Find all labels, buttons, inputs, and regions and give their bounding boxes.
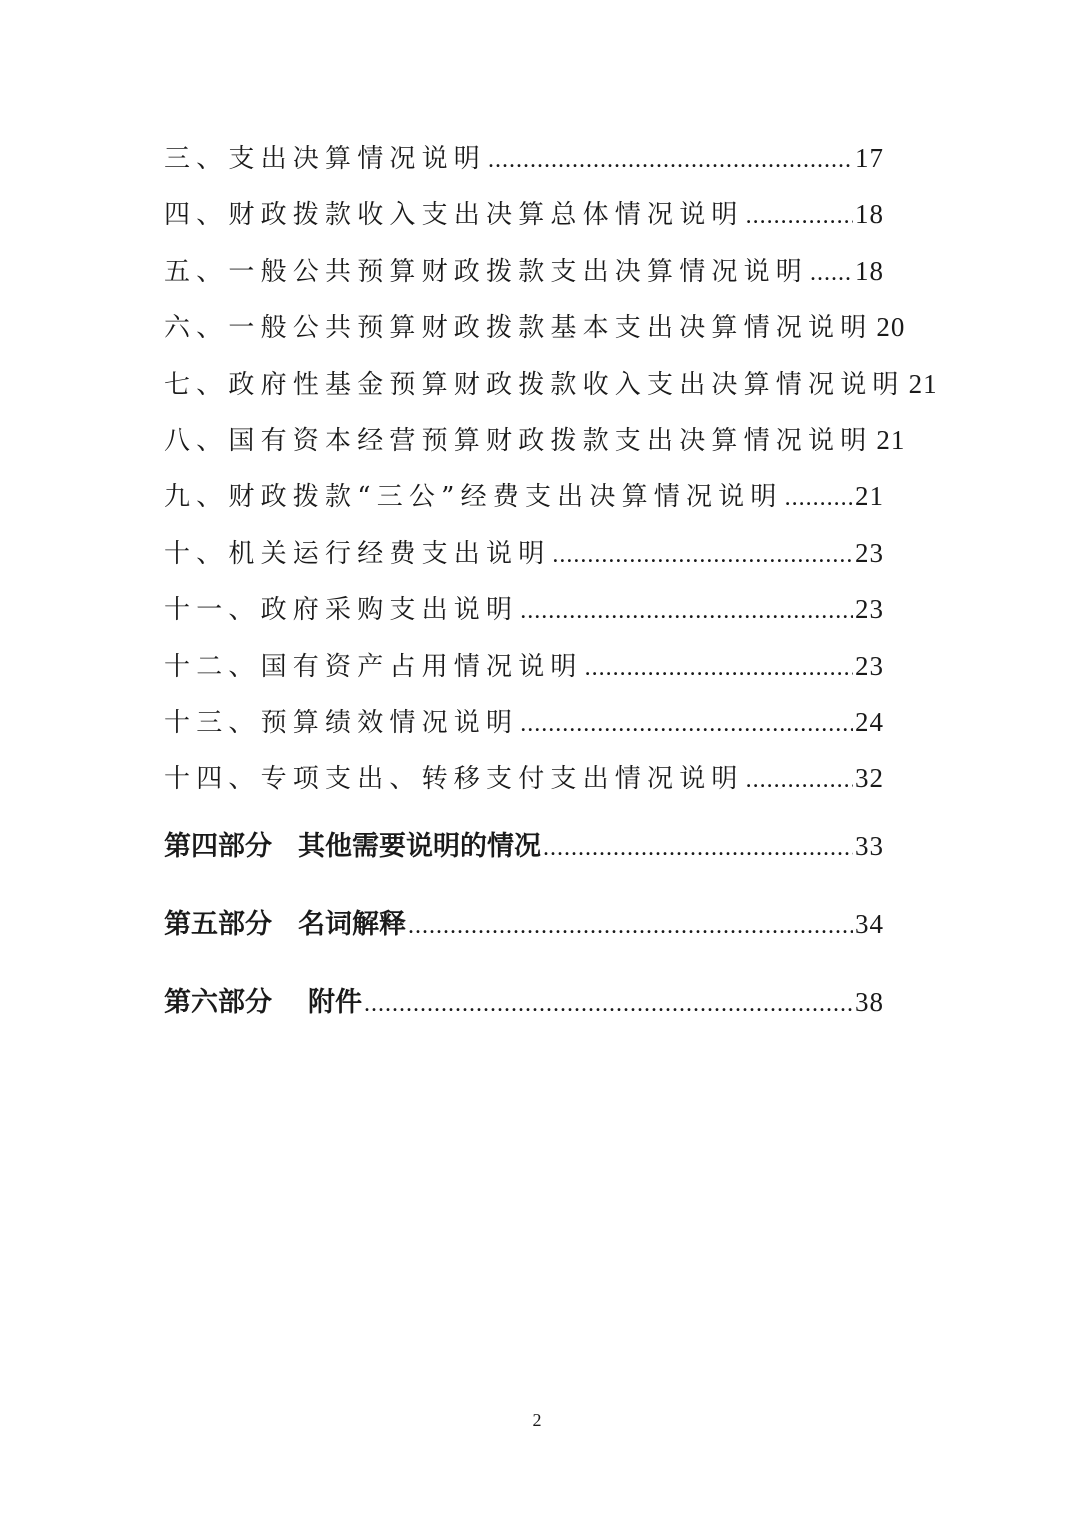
toc-entry-page: 23 (855, 650, 884, 681)
toc-leader-dots (543, 809, 853, 887)
toc-leader-dots (810, 245, 853, 301)
toc-leader-dots (520, 696, 853, 752)
toc-entry-page: 38 (855, 986, 884, 1017)
toc-leader-dots (746, 752, 853, 808)
toc-entry-title: 七、政府性基金预算财政拨款收入支出决算情况说明 (164, 369, 905, 400)
toc-entry-page: 17 (855, 143, 884, 173)
toc-entry-title: 十、机关运行经费支出说明 (164, 538, 551, 569)
toc-entry-page: 33 (855, 830, 884, 861)
toc-entry-page: 21 (908, 368, 938, 399)
toc-entry[interactable] (164, 412, 906, 468)
toc-entry[interactable] (164, 638, 884, 694)
toc-entry-title: 十三、预算绩效情况说明 (164, 707, 519, 738)
table-of-contents (164, 130, 938, 1041)
toc-leader-dots (585, 640, 853, 696)
toc-entry[interactable] (164, 299, 906, 355)
toc-entry-page: 34 (855, 908, 884, 939)
toc-entry-title: 十二、国有资产占用情况说明 (164, 651, 583, 682)
toc-part-title: 名词解释 (298, 908, 406, 940)
toc-part-entry[interactable] (164, 807, 884, 885)
toc-entry-title: 三、支出决算情况说明 (164, 144, 487, 174)
toc-entry-title: 六、一般公共预算财政拨款基本支出决算情况说明 (164, 313, 873, 344)
toc-entry-title: 十一、政府采购支出说明 (164, 595, 519, 626)
toc-entry[interactable] (164, 694, 884, 750)
page-number: 2 (532, 1410, 542, 1430)
toc-entry-page: 32 (855, 763, 884, 794)
toc-entry-title: 五、一般公共预算财政拨款支出决算情况说明 (164, 256, 809, 287)
toc-part-heading (164, 886, 406, 964)
toc-entry-title: 十四、专项支出、转移支付支出情况说明 (164, 764, 744, 795)
toc-part-title: 附件 (308, 986, 362, 1018)
toc-leader-dots (364, 965, 853, 1043)
toc-leader-dots (488, 132, 853, 188)
toc-entry-page: 18 (855, 199, 884, 230)
toc-entry[interactable] (164, 243, 884, 299)
toc-entry-title: 八、国有资本经营预算财政拨款支出决算情况说明 (164, 425, 873, 456)
toc-part-number: 第四部分 (164, 830, 272, 862)
toc-entry-page: 23 (855, 537, 884, 568)
toc-entry[interactable] (164, 581, 884, 637)
toc-entry[interactable] (164, 356, 938, 412)
toc-entry-page: 21 (855, 481, 884, 512)
toc-entry-page: 23 (855, 594, 884, 625)
toc-entry-title: 九、财政拨款“三公”经费支出决算情况说明 (164, 482, 783, 513)
toc-part-heading (164, 808, 541, 886)
toc-entry-page: 21 (876, 424, 906, 455)
toc-entry[interactable] (164, 468, 884, 524)
toc-entry-title: 四、财政拨款收入支出决算总体情况说明 (164, 200, 744, 231)
toc-entry[interactable] (164, 186, 884, 242)
toc-part-number: 第六部分 (164, 986, 272, 1018)
toc-leader-dots (746, 188, 853, 244)
toc-leader-dots (552, 527, 853, 583)
toc-entry[interactable] (164, 130, 884, 186)
toc-entry[interactable] (164, 525, 884, 581)
toc-part-entry[interactable] (164, 885, 884, 963)
toc-part-heading (164, 964, 362, 1042)
toc-part-title: 其他需要说明的情况 (298, 830, 541, 862)
toc-entry-page: 24 (855, 706, 884, 737)
toc-entry-page: 20 (876, 312, 906, 343)
toc-entry[interactable] (164, 750, 884, 806)
toc-leader-dots (408, 887, 853, 965)
toc-leader-dots (785, 470, 853, 526)
toc-part-number: 第五部分 (164, 908, 272, 940)
toc-entry-page: 18 (855, 255, 884, 286)
toc-part-entry[interactable] (164, 963, 884, 1041)
toc-leader-dots (520, 583, 853, 639)
